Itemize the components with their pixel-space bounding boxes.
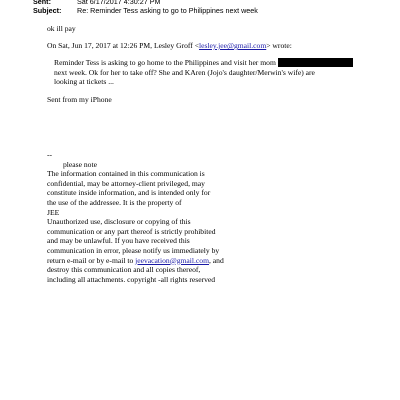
subject-label: Subject: <box>33 6 62 15</box>
notice-email-link[interactable]: jeevacation@gmail.com <box>135 255 209 265</box>
quote-intro <box>47 41 292 51</box>
notice-line-3: constitute inside information, and is intended only for <box>47 188 211 198</box>
quoted-message <box>54 58 354 87</box>
notice-line-10 <box>47 256 224 266</box>
reply-text: ok ill pay <box>47 24 76 33</box>
quote-intro-prefix: On Sat, Jun 17, 2017 at 12:26 PM, Lesley Groff < <box>47 41 200 50</box>
sent-value: Sat 6/17/2017 4:30:27 PM <box>77 0 161 6</box>
notice-please-note: please note <box>63 159 97 169</box>
notice-line-4: the use of the addressee. It is the property of <box>47 197 182 207</box>
sent-from-signature: Sent from my iPhone <box>47 95 112 104</box>
notice-line-8: and may be unlawful. If you have received this <box>47 236 190 246</box>
notice-line-2: confidential, may be attorney-client privileged, may <box>47 178 205 188</box>
sent-label: Sent: <box>33 0 51 6</box>
quoted-line-1-text: Reminder Tess is asking to go home to the Philippines and visit her mom <box>54 58 276 67</box>
notice-line-6: Unauthorized use, disclosure or copying of this <box>47 217 191 227</box>
notice-line-5: JEE <box>47 207 60 217</box>
quoted-line-2: next week. Ok for her to take off? She and KAren (Jojo's daughter/Merwin's wife) are <box>54 67 315 77</box>
notice-line-10-prefix: return e-mail or by e-mail to <box>47 255 136 265</box>
notice-line-7: communication or any part thereof is strictly prohibited <box>47 226 216 236</box>
subject-row <box>33 6 258 15</box>
notice-line-10-suffix: , and <box>208 255 224 265</box>
sender-email-link[interactable]: lesley.jee@gmail.com <box>199 41 267 50</box>
notice-line-11: destroy this communication and all copies thereof, <box>47 265 201 275</box>
redaction-box <box>278 58 353 67</box>
notice-line-9: communication in error, please notify us immediately by <box>47 245 220 255</box>
subject-value: Re: Reminder Tess asking to go to Philippines next week <box>77 6 258 15</box>
quoted-line-1 <box>54 58 354 68</box>
notice-line-1: The information contained in this communication is <box>47 169 205 179</box>
quoted-line-3: looking at tickets ... <box>54 77 114 87</box>
notice-line-12: including all attachments. copyright -all rights reserved <box>47 274 216 284</box>
quote-intro-suffix: > wrote: <box>266 41 292 50</box>
confidentiality-notice <box>47 150 224 284</box>
notice-separator: -- <box>47 150 53 159</box>
